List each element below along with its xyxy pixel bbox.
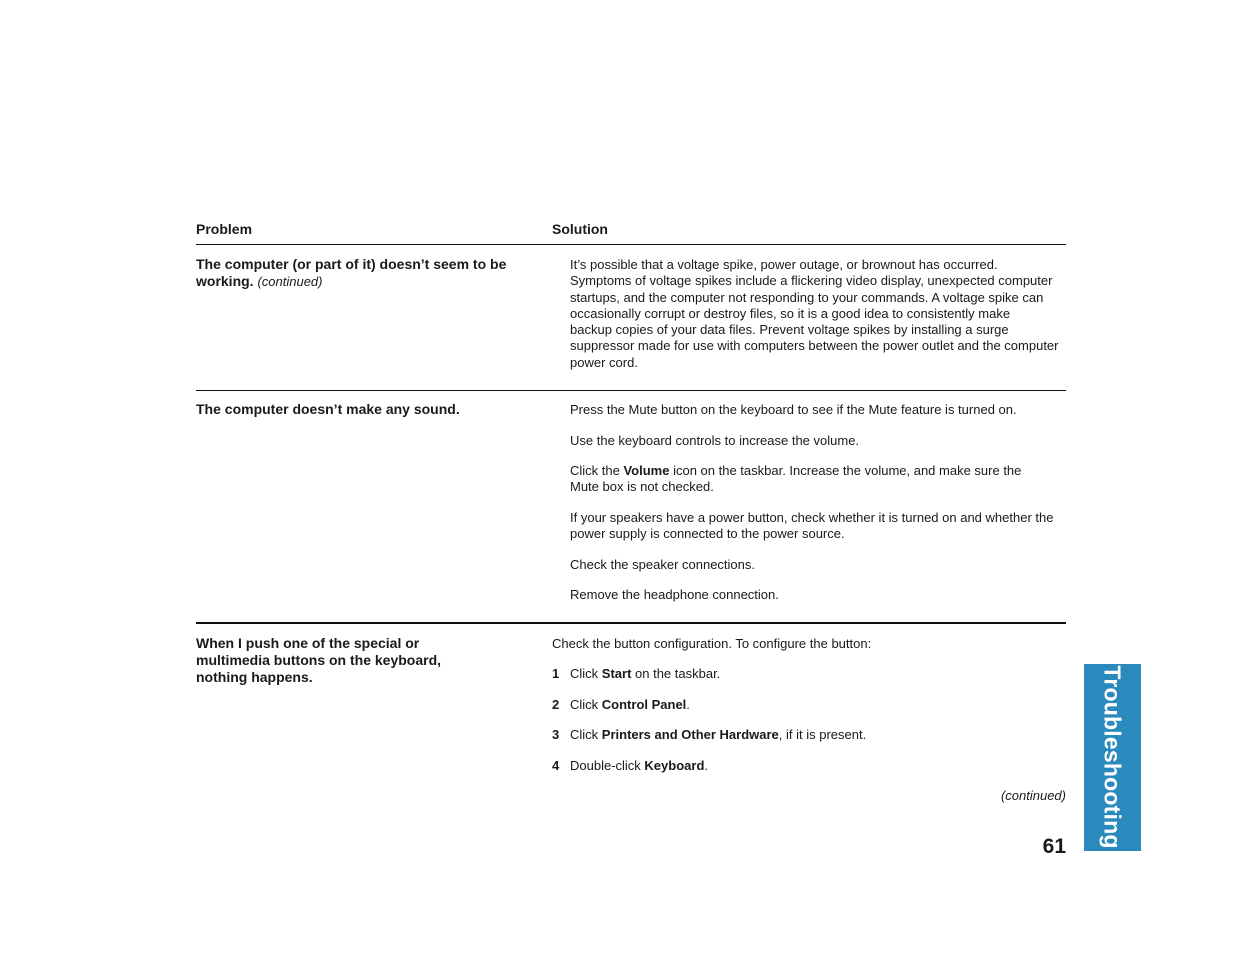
problem-no-sound: The computer doesn’t make any sound. xyxy=(196,401,460,417)
solution-line: If your speakers have a power button, check whether it is turned on and whether the xyxy=(570,510,1054,525)
step-number: 2 xyxy=(552,697,560,712)
continued-note: (continued) xyxy=(257,274,323,289)
solution-line: It’s possible that a voltage spike, power outage, or brownout has occurred. xyxy=(570,257,998,272)
row-divider xyxy=(196,390,1066,391)
problem-column-header: Problem xyxy=(196,221,253,237)
section-tab-label: Troubleshooting xyxy=(1099,665,1126,849)
solution-line: power cord. xyxy=(570,354,638,370)
step-text: Click Control Panel. xyxy=(570,697,690,712)
solution-line: Symptoms of voltage spikes include a flickering video display, unexpected computer xyxy=(570,273,1053,289)
solution-step-volume-icon xyxy=(570,463,1067,496)
continued-label: (continued) xyxy=(1000,788,1066,803)
solution-line: backup copies of your data files. Prevent voltage spikes by installing a surge xyxy=(570,322,1009,338)
solution-line: startups, and the computer not responding to your commands. A voltage spike can xyxy=(570,289,1044,305)
problem-power-issue xyxy=(196,256,531,290)
row-divider xyxy=(196,622,1066,624)
problem-line: nothing happens. xyxy=(196,669,313,685)
solution-step-speaker-power xyxy=(570,510,1067,543)
solution-power-issue xyxy=(570,257,1067,371)
solution-step-headphone: Remove the headphone connection. xyxy=(570,587,779,602)
solution-step-speaker-connections: Check the speaker connections. xyxy=(570,557,755,572)
step-number: 1 xyxy=(552,666,560,681)
problem-special-buttons xyxy=(196,635,531,686)
volume-term: Volume xyxy=(623,463,670,478)
step-text: Click Start on the taskbar. xyxy=(570,666,721,681)
solution-line: Click the Volume icon on the taskbar. Increase the volume, and make sure the xyxy=(570,463,1022,478)
step-number: 3 xyxy=(552,727,560,742)
problem-line: multimedia buttons on the keyboard, xyxy=(196,652,442,668)
problem-line: When I push one of the special or xyxy=(196,635,420,651)
step-text: Click Printers and Other Hardware, if it is present. xyxy=(570,727,867,742)
solution-line: occasionally corrupt or destroy files, so it is a good idea to consistently make xyxy=(570,305,1011,321)
solution-line: Mute box is not checked. xyxy=(570,479,714,495)
step-text: Double-click Keyboard. xyxy=(570,758,709,773)
page-number: 61 xyxy=(1042,835,1066,858)
problem-text: The computer (or part of it) doesn’t seem to be working. xyxy=(196,256,507,289)
solution-line: power supply is connected to the power source. xyxy=(570,526,845,542)
solution-line: suppressor made for use with computers between the power outlet and the computer xyxy=(570,338,1059,354)
solution-column-header: Solution xyxy=(552,221,608,237)
solution-step-mute: Press the Mute button on the keyboard to see if the Mute feature is turned on. xyxy=(570,402,1017,417)
solution-intro: Check the button configuration. To configure the button: xyxy=(552,636,872,651)
header-divider xyxy=(196,244,1066,245)
step-number: 4 xyxy=(552,758,560,773)
solution-step-keyboard-volume: Use the keyboard controls to increase the volume. xyxy=(570,433,860,448)
